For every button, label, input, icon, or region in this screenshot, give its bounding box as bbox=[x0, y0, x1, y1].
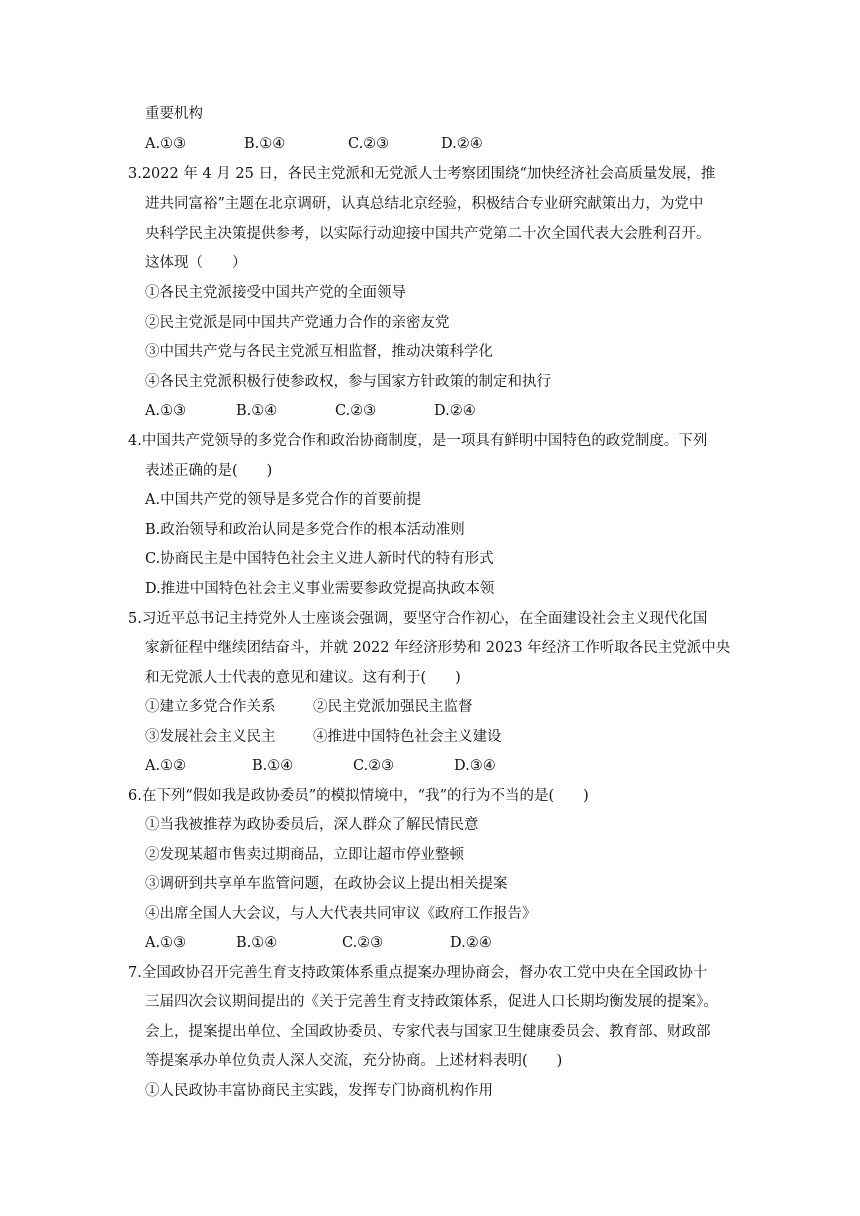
q4-option-b: B.政治领导和政治认同是多党合作的根本活动准则 bbox=[145, 522, 465, 538]
q6-item: ①当我被推荐为政协委员后，深人群众了解民情民意 bbox=[145, 817, 479, 833]
q3-item: ③中国共产党与各民主党派互相监督，推动决策科学化 bbox=[145, 344, 493, 360]
q6-item: ②发现某超市售卖过期商品，立即让超市停业整顿 bbox=[145, 847, 464, 863]
q6-stem-line: 6.在下列“假如我是政协委员”的模拟情境中，“我”的行为不当的是( ) bbox=[128, 788, 589, 804]
q5-stem-line: 家新征程中继续团结奋斗，并就 2022 年经济形势和 2023 年经济工作听取各民主党派中央 bbox=[145, 640, 731, 656]
q3-item: ①各民主党派接受中国共产党的全面领导 bbox=[145, 285, 406, 301]
q7-stem-line: 7.全国政协召开完善生育支持政策体系重点提案办理协商会，督办农工党中央在全国政协十 bbox=[128, 965, 708, 981]
q3-stem-line: 进共同富裕”主题在北京调研，认真总结北京经验，积极结合专业研究献策出力，为党中 bbox=[145, 196, 704, 212]
q2-option-d: D.②④ bbox=[441, 136, 483, 152]
q2-stem-tail: 重要机构 bbox=[145, 106, 203, 122]
q4-option-c: C.协商民主是中国特色社会主义进人新时代的特有形式 bbox=[145, 551, 494, 567]
q4-stem-line: 表述正确的是( ) bbox=[145, 463, 273, 479]
q5-item: ④推进中国特色社会主义建设 bbox=[313, 729, 502, 745]
q6-option-b: B.①④ bbox=[236, 935, 278, 951]
q5-option-c: C.②③ bbox=[353, 758, 395, 774]
q5-stem-line: 和无党派人士代表的意见和建议。这有利于( ) bbox=[145, 670, 461, 686]
q7-stem-line: 会上，提案提出单位、全国政协委员、专家代表与国家卫生健康委员会、教育部、财政部 bbox=[145, 1024, 711, 1040]
q4-stem-line: 4.中国共产党领导的多党合作和政治协商制度，是一项具有鲜明中国特色的政党制度。下列 bbox=[128, 433, 708, 449]
q4-option-a: A.中国共产党的领导是多党合作的首要前提 bbox=[145, 492, 422, 508]
q5-option-d: D.③④ bbox=[454, 758, 496, 774]
q5-item: ②民主党派加强民主监督 bbox=[313, 699, 473, 715]
q3-item: ④各民主党派积极行使参政权，参与国家方针政策的制定和执行 bbox=[145, 374, 551, 390]
q6-option-a: A.①③ bbox=[145, 935, 187, 951]
q7-stem-line: 等提案承办单位负责人深人交流，充分协商。上述材料表明( ) bbox=[145, 1053, 563, 1069]
q7-stem-line: 三届四次会议期间提出的《关于完善生育支持政策体系，促进人口长期均衡发展的提案》。 bbox=[145, 994, 718, 1010]
q3-option-a: A.①③ bbox=[145, 403, 187, 419]
q5-item: ①建立多党合作关系 bbox=[145, 699, 276, 715]
q2-option-a: A.①③ bbox=[145, 136, 187, 152]
q5-item: ③发展社会主义民主 bbox=[145, 729, 276, 745]
q3-item: ②民主党派是同中国共产党通力合作的亲密友党 bbox=[145, 315, 450, 331]
q6-option-c: C.②③ bbox=[342, 935, 384, 951]
q6-item: ③调研到共享单车监管问题，在政协会议上提出相关提案 bbox=[145, 876, 508, 892]
q3-option-b: B.①④ bbox=[236, 403, 278, 419]
q4-option-d: D.推进中国特色社会主义事业需要参政党提高执政本领 bbox=[145, 581, 495, 597]
q6-item: ④出席全国人大会议，与人大代表共同审议《政府工作报告》 bbox=[145, 906, 537, 922]
q5-stem-line: 5.习近平总书记主持党外人士座谈会强调，要坚守合作初心，在全面建设社会主义现代化国 bbox=[128, 611, 708, 627]
q2-option-b: B.①④ bbox=[244, 136, 286, 152]
q3-option-c: C.②③ bbox=[335, 403, 377, 419]
q3-stem-line: 3.2022 年 4 月 25 日，各民主党派和无党派人士考察团围绕“加快经济社会高质量发展，推 bbox=[128, 166, 716, 182]
q7-item: ①人民政协丰富协商民主实践，发挥专门协商机构作用 bbox=[145, 1083, 493, 1099]
q3-option-d: D.②④ bbox=[434, 403, 476, 419]
q3-stem-line: 央科学民主决策提供参考，以实际行动迎接中国共产党第二十次全国代表大会胜利召开。 bbox=[145, 226, 711, 242]
q5-option-a: A.①② bbox=[145, 758, 187, 774]
q6-option-d: D.②④ bbox=[450, 935, 492, 951]
q2-option-c: C.②③ bbox=[348, 136, 390, 152]
q3-stem-line: 这体现（ ） bbox=[145, 255, 247, 271]
q5-option-b: B.①④ bbox=[252, 758, 294, 774]
